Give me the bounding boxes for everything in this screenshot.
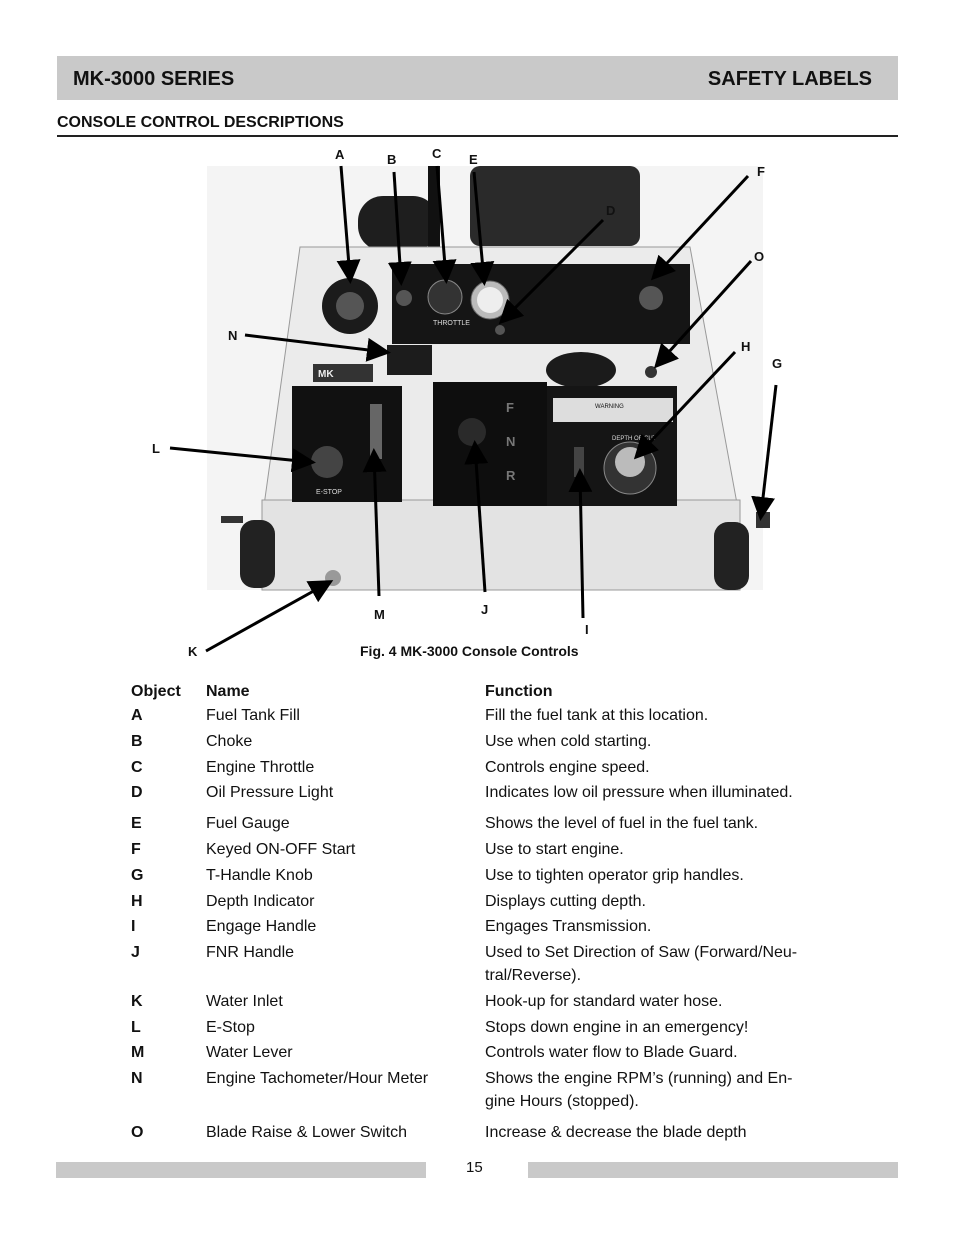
- callout-k: K: [188, 644, 198, 659]
- header-name: Name: [206, 683, 250, 700]
- row-name: Blade Raise & Lower Switch: [206, 1124, 407, 1141]
- estop-label: E-STOP: [316, 489, 342, 496]
- row-function: Increase & decrease the blade depth: [485, 1124, 747, 1141]
- row-function: Controls water flow to Blade Guard.: [485, 1044, 738, 1061]
- footer-bar-right: [528, 1162, 898, 1178]
- row-name: Fuel Tank Fill: [206, 707, 300, 724]
- callout-d: D: [606, 203, 616, 218]
- blade-switch: [645, 366, 657, 378]
- section-heading: SAFETY LABELS: [707, 68, 872, 90]
- callout-o: O: [754, 249, 765, 264]
- figure-caption: Fig. 4 MK-3000 Console Controls: [360, 643, 579, 659]
- right-grip: [714, 522, 749, 590]
- row-function: Displays cutting depth.: [485, 893, 646, 910]
- callout-m: M: [374, 607, 385, 622]
- fnr-panel: [433, 382, 547, 506]
- row-name: Water Lever: [206, 1044, 293, 1061]
- row-name: Engine Throttle: [206, 759, 315, 776]
- callout-j: J: [481, 602, 489, 617]
- warning-label: WARNING: [595, 404, 624, 410]
- water-lever: [370, 404, 382, 459]
- row-name: Oil Pressure Light: [206, 784, 334, 801]
- row-object: N: [131, 1070, 143, 1087]
- row-object: F: [131, 841, 141, 858]
- row-function: Engages Transmission.: [485, 918, 652, 935]
- callout-i: I: [585, 622, 589, 637]
- header-object: Object: [131, 683, 181, 700]
- row-function: Hook-up for standard water hose.: [485, 993, 723, 1010]
- engage-handle: [574, 447, 584, 477]
- row-function-continued: tral/Reverse).: [485, 967, 582, 984]
- key-switch: [639, 286, 663, 310]
- row-function: Controls engine speed.: [485, 759, 650, 776]
- callout-h: H: [741, 339, 751, 354]
- row-function-continued: gine Hours (stopped).: [485, 1093, 639, 1110]
- row-object: J: [131, 944, 140, 961]
- page-title: CONSOLE CONTROL DESCRIPTIONS: [57, 114, 344, 131]
- row-name: Choke: [206, 733, 253, 750]
- row-object: L: [131, 1019, 141, 1036]
- row-name: T-Handle Knob: [206, 867, 313, 884]
- row-object: M: [131, 1044, 145, 1061]
- row-function: Stops down engine in an emergency!: [485, 1019, 749, 1036]
- callout-n: N: [228, 328, 238, 343]
- row-function: Shows the level of fuel in the fuel tank.: [485, 815, 759, 832]
- row-name: Water Inlet: [206, 993, 283, 1010]
- callout-l: L: [152, 441, 160, 456]
- brand-label: MK: [318, 369, 334, 380]
- row-name: Keyed ON-OFF Start: [206, 841, 356, 858]
- row-object: D: [131, 784, 143, 801]
- left-grip: [240, 520, 275, 588]
- callout-f: F: [757, 164, 765, 179]
- row-object: B: [131, 733, 143, 750]
- fnr-n: N: [506, 434, 516, 449]
- row-name: Depth Indicator: [206, 893, 315, 910]
- row-object: G: [131, 867, 144, 884]
- callout-a: A: [335, 147, 345, 162]
- callout-c: C: [432, 146, 442, 161]
- depth-label: DEPTH OF CUT: [612, 436, 657, 442]
- row-function: Shows the engine RPM’s (running) and En-: [485, 1070, 793, 1087]
- series-title: MK-3000 SERIES: [73, 68, 235, 90]
- row-function: Use when cold starting.: [485, 733, 652, 750]
- row-object: I: [131, 918, 136, 935]
- row-object: O: [131, 1124, 144, 1141]
- callout-e: E: [469, 152, 478, 167]
- estop-panel: [292, 386, 402, 502]
- row-name: Engine Tachometer/Hour Meter: [206, 1070, 429, 1087]
- fnr-f: F: [506, 400, 514, 415]
- row-name: E-Stop: [206, 1019, 255, 1036]
- callout-g: G: [772, 356, 783, 371]
- row-function: Indicates low oil pressure when illuminated.: [485, 784, 793, 801]
- callout-b: B: [387, 152, 397, 167]
- row-function: Used to Set Direction of Saw (Forward/Neu-: [485, 944, 798, 961]
- row-function: Use to start engine.: [485, 841, 624, 858]
- row-name: FNR Handle: [206, 944, 295, 961]
- choke-knob: [396, 290, 412, 306]
- row-object: H: [131, 893, 143, 910]
- row-name: Fuel Gauge: [206, 815, 290, 832]
- estop-button: [311, 446, 343, 478]
- row-object: K: [131, 993, 143, 1010]
- header-function: Function: [485, 683, 553, 700]
- row-object: E: [131, 815, 142, 832]
- row-function: Use to tighten operator grip handles.: [485, 867, 744, 884]
- row-name: Engage Handle: [206, 918, 317, 935]
- fnr-r: R: [506, 468, 516, 483]
- page-number: 15: [466, 1159, 483, 1176]
- throttle-label: THROTTLE: [433, 320, 470, 327]
- tachometer: [387, 345, 432, 375]
- row-function: Fill the fuel tank at this location.: [485, 707, 709, 724]
- footer-bar-left: [56, 1162, 426, 1178]
- row-object: A: [131, 707, 143, 724]
- row-object: C: [131, 759, 143, 776]
